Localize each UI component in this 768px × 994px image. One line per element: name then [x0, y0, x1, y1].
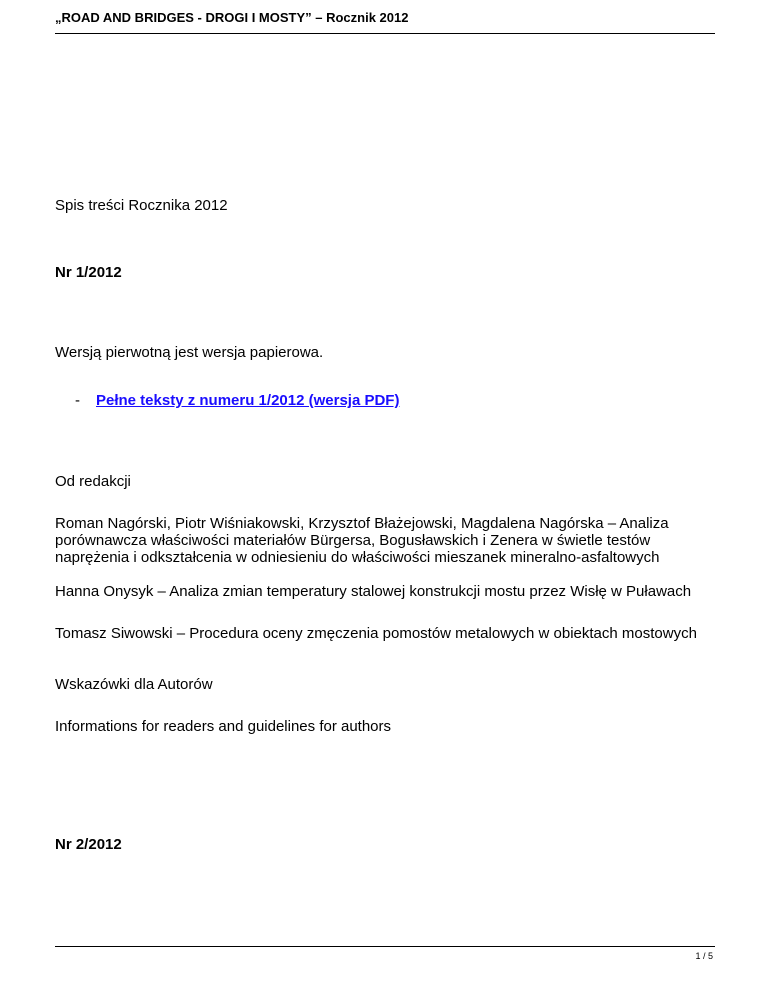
toc-entry-nagorski: Roman Nagórski, Piotr Wiśniakowski, Krzysztof Błażejowski, Magdalena Nagórska – Analiza porównawcza właściwości materiałów Bürgersa, Bogusławskich i Zenera w świetle testów naprężenia i odkształcenia w odniesieniu do właściwości mieszanek mineralno-asfaltowych: [55, 515, 669, 566]
toc-entry-editorial: Od redakcji: [55, 473, 131, 490]
running-header: „ROAD AND BRIDGES - DROGI I MOSTY” – Rocznik 2012: [55, 10, 409, 25]
page-number: 1 / 5: [695, 951, 713, 961]
toc-entry-onysyk: Hanna Onysyk – Analiza zmian temperatury stalowej konstrukcji mostu przez Wisłę w Puławach: [55, 583, 692, 600]
header-divider: [55, 33, 715, 34]
toc-entry-author-guidelines: Wskazówki dla Autorów: [55, 676, 213, 693]
pdf-fulltext-link[interactable]: Pełne teksty z numeru 1/2012 (wersja PDF): [96, 392, 400, 409]
toc-title: Spis treści Rocznika 2012: [55, 197, 228, 214]
toc-entry-siwowski: Tomasz Siwowski – Procedura oceny zmęczenia pomostów metalowych w obiektach mostowych: [55, 625, 697, 642]
list-bullet: -: [75, 392, 80, 409]
issue-1-heading: Nr 1/2012: [55, 264, 122, 281]
footer-divider: [55, 946, 715, 947]
toc-entry-reader-info: Informations for readers and guidelines for authors: [55, 718, 392, 735]
version-note: Wersją pierwotną jest wersja papierowa.: [55, 344, 324, 361]
issue-2-heading: Nr 2/2012: [55, 836, 122, 853]
